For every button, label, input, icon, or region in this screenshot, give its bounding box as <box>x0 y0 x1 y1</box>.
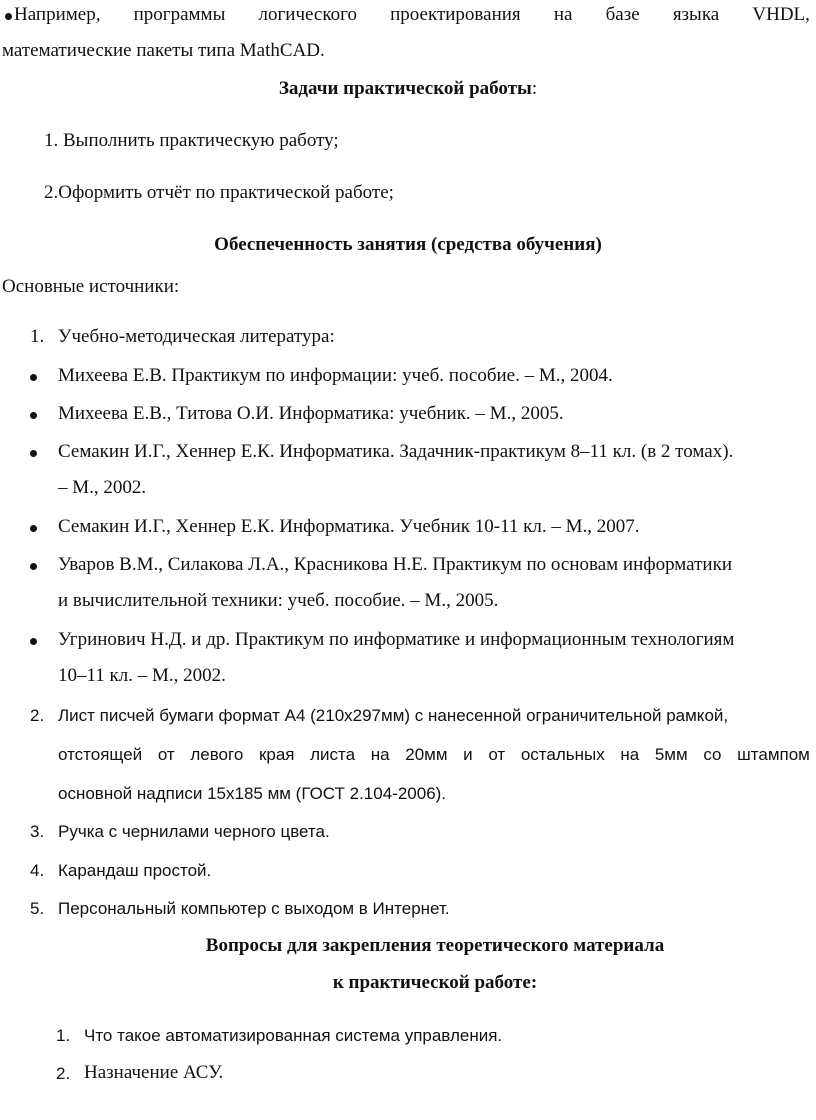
item2-word: листа <box>310 745 356 764</box>
question-number-2: 2. <box>56 1064 71 1083</box>
list-item-2-line-2 <box>58 745 810 765</box>
list-number-1: 1. <box>30 326 45 347</box>
item2-word: 20мм <box>405 745 448 764</box>
list-item-1: Учебно-методическая литература: <box>58 326 335 347</box>
intro-line-2: математические пакеты типа MathCAD. <box>2 40 325 61</box>
tasks-heading-text: Задачи практической работы <box>278 78 532 99</box>
item2-word: со <box>703 745 722 764</box>
book-item-5-cont: и вычислительной техники: учеб. пособие. – М., 2005. <box>58 590 499 611</box>
book-item-2: Михеева Е.В., Титова О.И. Информатика: учебник. – М., 2005. <box>58 403 564 424</box>
item2-word: на <box>370 745 390 764</box>
item2-word: левого <box>190 745 244 764</box>
tasks-heading-colon: : <box>531 78 538 99</box>
intro-word: на <box>553 4 573 25</box>
book-item-4: Семакин И.Г., Хеннер Е.К. Информатика. Учебник 10-11 кл. – М., 2007. <box>58 516 640 537</box>
list-number-5: 5. <box>30 899 45 918</box>
bullet-icon <box>30 374 37 381</box>
bullet-icon <box>30 412 37 419</box>
item2-word: края <box>258 745 295 764</box>
intro-line-1 <box>14 4 810 26</box>
list-item-5: Персональный компьютер с выходом в Интернет. <box>58 899 450 918</box>
intro-word: проектирования <box>390 4 521 25</box>
intro-word: Например, <box>14 4 101 25</box>
item2-word: и <box>463 745 473 764</box>
list-item-2-line-3: основной надписи 15х185 мм (ГОСТ 2.104-2006). <box>58 784 447 803</box>
questions-heading-line-1: Вопросы для закрепления теоретического материала <box>205 935 665 956</box>
book-item-5: Уваров В.М., Силакова Л.А., Красникова Н.Е. Практикум по основам информатики <box>58 554 732 575</box>
list-number-2: 2. <box>30 706 45 725</box>
book-item-1: Михеева Е.В. Практикум по информации: учеб. пособие. – М., 2004. <box>58 365 613 386</box>
bullet-icon <box>30 638 37 645</box>
book-item-6-cont: 10–11 кл. – М., 2002. <box>58 665 226 686</box>
means-heading: Обеспеченность занятия (средства обучения) <box>214 234 602 255</box>
item2-word: остальных <box>520 745 605 764</box>
item2-word: от <box>157 745 175 764</box>
question-1: Что такое автоматизированная система управления. <box>84 1026 503 1045</box>
task-item-2: 2.Оформить отчёт по практической работе; <box>44 182 394 203</box>
intro-word: логического <box>258 4 357 25</box>
tasks-heading <box>0 78 816 100</box>
list-item-2-line-1: Лист писчей бумаги формат А4 (210х297мм) с нанесенной ограничительной рамкой, <box>58 706 729 725</box>
question-2: Назначение АСУ. <box>84 1062 224 1083</box>
list-item-3: Ручка с чернилами черного цвета. <box>58 822 330 841</box>
bullet-icon <box>30 525 37 532</box>
sources-label: Основные источники: <box>2 276 180 297</box>
intro-word: языка <box>672 4 720 25</box>
list-item-4: Карандаш простой. <box>58 861 212 880</box>
intro-word: базе <box>605 4 640 25</box>
intro-word: программы <box>133 4 226 25</box>
bullet-icon <box>30 450 37 457</box>
item2-word: 5мм <box>654 745 688 764</box>
book-item-3-cont: – М., 2002. <box>58 477 147 498</box>
item2-word: на <box>620 745 640 764</box>
bullet-icon <box>30 563 37 570</box>
item2-word: штампом <box>737 745 810 764</box>
list-number-3: 3. <box>30 822 45 841</box>
question-number-1: 1. <box>56 1026 71 1045</box>
list-number-4: 4. <box>30 861 45 880</box>
book-item-6: Угринович Н.Д. и др. Практикум по информатике и информационным технологиям <box>58 629 735 650</box>
book-item-3: Семакин И.Г., Хеннер Е.К. Информатика. Задачник-практикум 8–11 кл. (в 2 томах). <box>58 441 734 462</box>
item2-word: от <box>488 745 506 764</box>
questions-heading-line-2: к практической работе: <box>332 972 538 993</box>
intro-word: VHDL, <box>752 4 810 25</box>
bullet-icon <box>5 13 12 20</box>
task-item-1: 1. Выполнить практическую работу; <box>44 130 339 151</box>
item2-word: отстоящей <box>58 745 143 764</box>
